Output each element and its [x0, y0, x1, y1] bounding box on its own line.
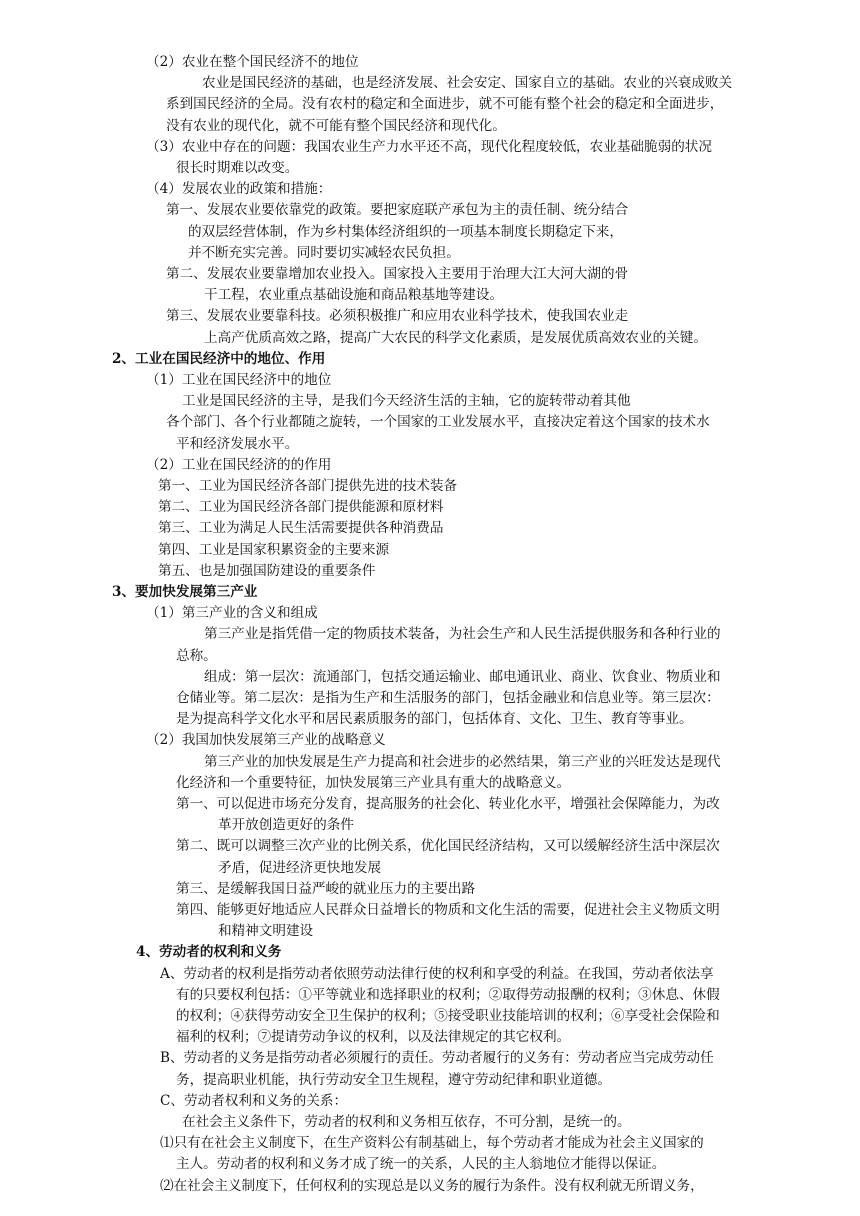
text-line: 上高产优质高效之路，提高广大农民的科学文化素质，是发展优质高效农业的关键。: [204, 329, 707, 346]
text-line: 矛盾，促进经济更快地发展: [218, 859, 382, 876]
list-item: 第二、发展农业要靠增加农业投入。国家投入主要用于治理大江大河大湖的骨: [166, 266, 629, 282]
text-line: 的权利；④获得劳动安全卫生保护的权利；⑤接受职业技能培训的权利；⑥享受社会保险和: [176, 1008, 720, 1024]
subheading-agriculture-policies: （4）发展农业的政策和措施：: [146, 181, 332, 198]
text-line: 在社会主义条件下，劳动者的权利和义务相互依存，不可分割，是统一的。: [182, 1114, 631, 1130]
text-line: 的双层经营体制，作为乡村集体经济组织的一项基本制度长期稳定下来，: [188, 223, 623, 240]
text-line: 组成：第一层次：流通部门，包括交通运输业、邮电通讯业、商业、饮食业、物质业和: [204, 668, 721, 685]
list-item: 第五、也是加强国防建设的重要条件: [158, 562, 376, 579]
text-line: 平和经济发展水平。: [176, 435, 299, 452]
section-heading-industry: 2、工业在国民经济中的地位、作用: [112, 350, 326, 367]
text-line: 和精神文明建设: [218, 923, 314, 940]
text-line: 革开放创造更好的条件: [218, 817, 354, 834]
text-line: 农业是国民经济的基础，也是经济发展、社会安定、国家自立的基础。农业的兴衰成败关: [202, 75, 733, 92]
list-item: B、劳动者的义务是指劳动者必须履行的责任。劳动者履行的义务有：劳动者应当完成劳动任: [160, 1050, 714, 1067]
list-item: 第四、工业是国家积累资金的主要来源: [158, 541, 390, 558]
list-item: 第三、工业为满足人民生活需要提供各种消费品: [158, 520, 444, 537]
text-line: 总称。: [176, 647, 217, 664]
text-line: 第三产业的加快发展是生产力提高和社会进步的必然结果，第三产业的兴旺发达是现代: [204, 753, 721, 770]
list-item: ⑴只有在社会主义制度下，在生产资料公有制基础上，每个劳动者才能成为社会主义国家的: [160, 1135, 704, 1152]
list-item: 第二、既可以调整三次产业的比例关系，优化国民经济结构，又可以缓解经济生活中深层次: [176, 838, 720, 855]
list-item: 第一、工业为国民经济各部门提供先进的技术装备: [158, 478, 458, 494]
text-line: 仓储业等。第二层次：是指为生产和生活服务的部门，包括金融业和信息业等。第三层次：: [176, 690, 720, 706]
text-line: ⑵在社会主义制度下，任何权利的实现总是以义务的履行为条件。没有权利就无所谓义务，: [160, 1177, 704, 1194]
list-item: A、劳动者的权利是指劳动者依照劳动法律行使的权利和享受的利益。在我国，劳动者依法享: [160, 965, 714, 982]
list-item: 第四、能够更好地适应人民群众日益增长的物质和文化生活的需要，促进社会主义物质文明: [176, 902, 720, 918]
text-line: 是为提高科学文化水平和居民素质服务的部门，包括体育、文化、卫生、教育等事业。: [176, 711, 693, 728]
text-line: 有的只要权利包括：①平等就业和选择职业的权利；②取得劳动报酬的权利；③休息、休假: [176, 986, 720, 1003]
text-line: 务，提高职业机能，执行劳动安全卫生规程，遵守劳动纪律和职业道德。: [176, 1071, 611, 1088]
text-line: 并不断充实完善。同时要切实减轻农民负担。: [188, 244, 460, 261]
text-line: 化经济和一个重要特征，加快发展第三产业具有重大的战略意义。: [176, 774, 571, 791]
subheading-agriculture-status: （2）农业在整个国民经济不的地位: [146, 54, 359, 70]
section-heading-tertiary: 3、要加快发展第三产业: [112, 584, 258, 600]
text-line: 各个部门、各个行业都随之旋转，一个国家的工业发展水平，直接决定着这个国家的技术水: [166, 414, 710, 431]
text-line: 第三产业是指凭借一定的物质技术装备，为社会生产和人民生活提供服务和各种行业的: [204, 626, 721, 643]
text-line: 没有农业的现代化，就不可能有整个国民经济和现代化。: [166, 117, 506, 134]
text-line: 很长时期难以改变。: [176, 160, 299, 176]
subheading-agriculture-problems: （3）农业中存在的问题：我国农业生产力水平还不高，现代化程度较低，农业基础脆弱的状况: [146, 138, 712, 155]
text-line: 系到国民经济的全局。没有农村的稳定和全面进步，就不可能有整个社会的稳定和全面进步，: [166, 96, 724, 113]
list-item: 第三、是缓解我国日益严峻的就业压力的主要出路: [176, 880, 476, 897]
list-item: C、劳动者权利和义务的关系：: [160, 1092, 348, 1109]
subheading-tertiary-significance: （2）我国加快发展第三产业的战略意义: [146, 732, 386, 749]
list-item: 第三、发展农业要靠科技。必须积极推广和应用农业科学技术，使我国农业走: [166, 308, 629, 325]
section-heading-labor: 4、劳动者的权利和义务: [136, 944, 282, 961]
text-line: 主人。劳动者的权利和义务才成了统一的关系，人民的主人翁地位才能得以保证。: [176, 1156, 666, 1173]
subheading-tertiary-definition: （1）第三产业的含义和组成: [146, 605, 318, 622]
list-item: 第一、发展农业要依靠党的政策。要把家庭联产承包为主的责任制、统分结合: [166, 202, 629, 219]
text-line: 福利的权利；⑦提请劳动争议的权利，以及法律规定的其它权利。: [176, 1029, 571, 1046]
text-line: 干工程，农业重点基础设施和商品粮基地等建设。: [204, 287, 504, 304]
subheading-industry-status: （1）工业在国民经济中的地位: [146, 372, 332, 388]
text-line: 工业是国民经济的主导，是我们今天经济生活的主轴，它的旋转带动着其他: [182, 393, 631, 410]
subheading-industry-role: （2）工业在国民经济的的作用: [146, 456, 332, 473]
list-item: 第二、工业为国民经济各部门提供能源和原材料: [158, 499, 444, 516]
list-item: 第一、可以促进市场充分发育，提高服务的社会化、转业化水平，增强社会保障能力，为改: [176, 796, 720, 812]
